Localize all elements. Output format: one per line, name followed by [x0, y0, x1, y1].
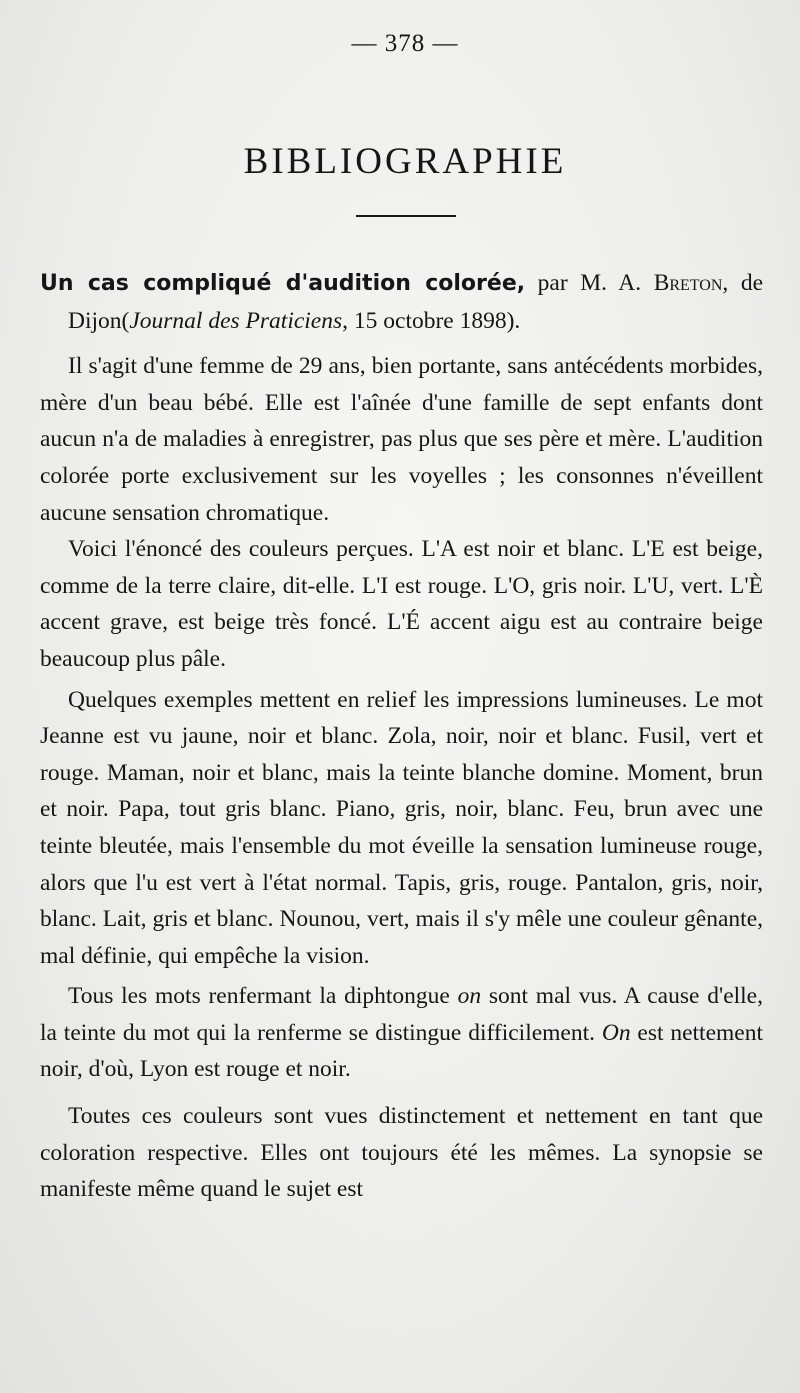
paragraph-3: Quelques exemples mettent en relief les impressions lumineuses. Le mot Jeanne est vu jaune, noir et blanc. Zola, noir, noir et blanc. Fusil, vert et rouge. Maman, noir et blanc, mais la teinte blanche domine. Moment, brun et noir. Papa, tout gris blanc. Piano, gris, noir, blanc. Feu, brun avec une teinte bleutée, mais l'ensemble du mot éveille la sensation lumineuse rouge, alors que l'u est vert à l'état normal. Tapis, gris, rouge. Pantalon, gris, noir, blanc. Lait, gris et blanc. Nounou, vert, mais il s'y mêle une couleur gênante, mal définie, qui empêche la vision.	[40, 686, 763, 969]
paragraph-4-part-c: est nettement noir, d'où, Lyon est rouge et noir.	[40, 1019, 763, 1083]
reference-date: , 15 octobre 1898).	[342, 307, 521, 334]
paragraph-4-italic-on: on	[457, 983, 482, 1010]
paragraph-4-part-b: sont mal vus. A cause d'elle, la teinte du mot qui la renferme se distingue difficilement.	[40, 983, 763, 1046]
paragraph-4	[40, 978, 763, 1088]
paragraph-4-italic-on-2: On	[601, 1019, 631, 1046]
heading-rule	[356, 215, 456, 217]
paragraph-1: Il s'agit d'une femme de 29 ans, bien portante, sans antécédents morbides, mère d'un beau bébé. Elle est l'aînée d'une famille de sept enfants dont aucun n'a de maladies à enregistrer, pas plus que ses père et mère. L'audition colorée porte exclusivement sur les voyelles ; les consonnes n'éveillent aucune sensation chromatique.	[40, 353, 763, 526]
reference-origin: , de Dijon(	[68, 270, 764, 334]
bibliographic-reference	[40, 265, 763, 339]
reference-title: Un cas compliqué d'audition colorée,	[40, 271, 526, 296]
page-number: — 378 —	[351, 30, 459, 57]
paragraph-2: Voici l'énoncé des couleurs perçues. L'A est noir et blanc. L'E est beige, comme de la terre claire, dit-elle. L'I est rouge. L'O, gris noir. L'U, vert. L'È accent grave, est beige très foncé. L'É accent aigu est au contraire beige beaucoup plus pâle.	[40, 536, 763, 672]
paragraph-5: Toutes ces couleurs sont vues distinctement et nettement en tant que coloration respective. Elles ont toujours été les mêmes. La synopsie se manifeste même quand le sujet est	[40, 1103, 763, 1203]
body-text	[40, 265, 763, 1208]
reference-journal: Journal des Praticiens	[129, 307, 343, 334]
reference-by: par M. A.	[525, 270, 642, 296]
reference-author: Breton	[653, 270, 723, 296]
section-heading: BIBLIOGRAPHIE	[243, 141, 567, 182]
paragraph-4-part-a: Tous les mots renfermant la diphtongue	[68, 983, 458, 1010]
